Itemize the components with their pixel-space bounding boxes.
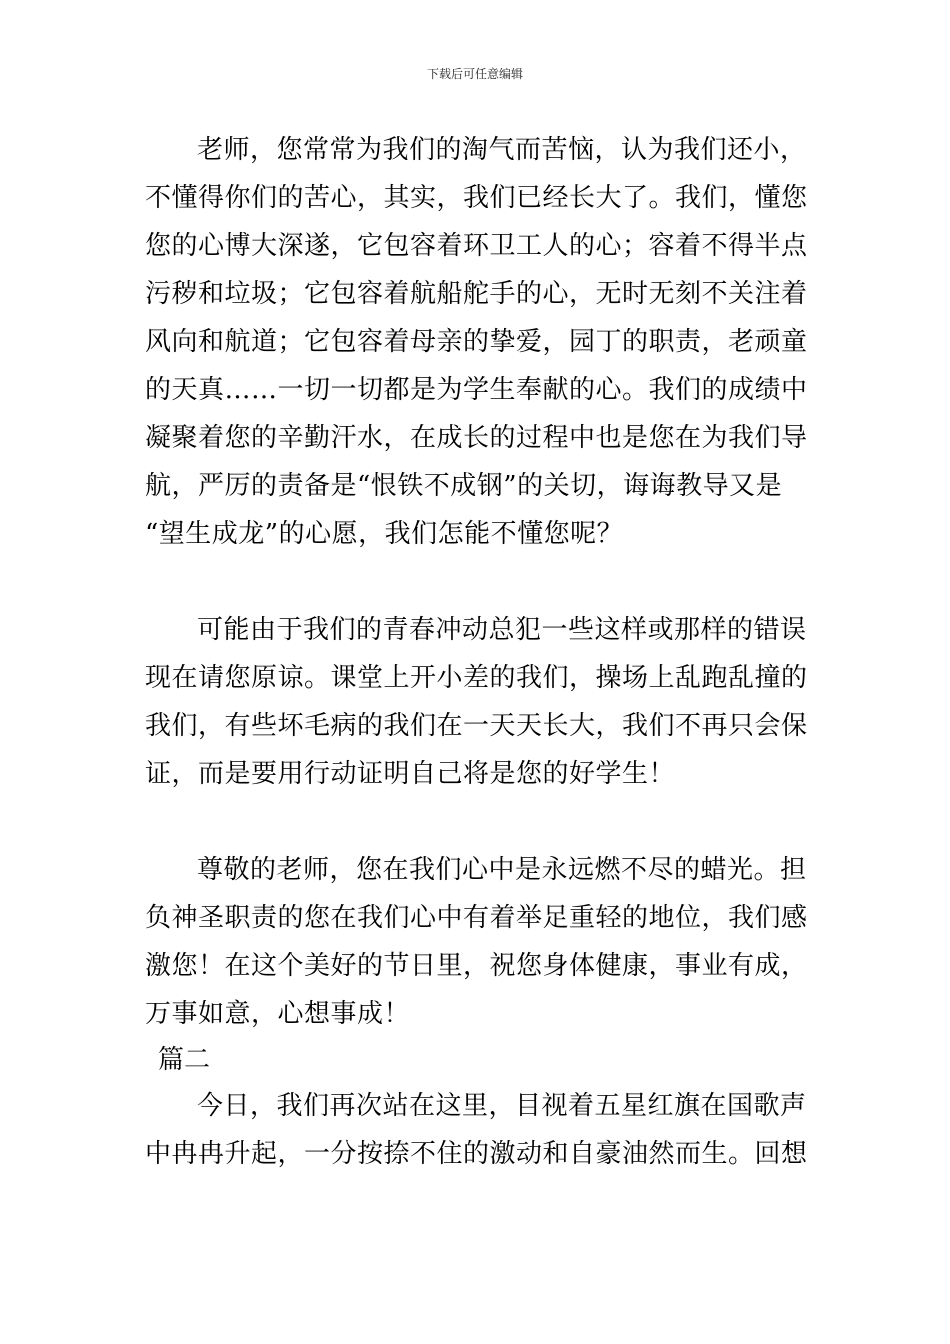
text-line: 的天真……一切一切都是为学生奉献的心。我们的成绩中 xyxy=(145,375,808,405)
text-line: 您的心博大深遂，它包容着环卫工人的心；容着不得半点 xyxy=(145,231,808,261)
text-line: 不懂得你们的苦心，其实，我们已经长大了。我们，懂您 xyxy=(145,183,808,213)
paragraph-1 xyxy=(145,126,815,558)
text-line: 今日，我们再次站在这里，目视着五星红旗在国歌声 xyxy=(197,1091,807,1121)
text-line: 现在请您原谅。课堂上开小差的我们，操场上乱跑乱撞的 xyxy=(145,663,808,693)
document-body xyxy=(145,126,815,1178)
paragraph-3 xyxy=(145,846,815,1038)
text-line: 尊敬的老师，您在我们心中是永远燃不尽的蜡光。担 xyxy=(197,855,807,885)
text-line: 负神圣职责的您在我们心中有着举足重轻的地位，我们感 xyxy=(145,903,808,933)
page-header: 下载后可任意编辑 xyxy=(426,67,523,81)
text-line: 可能由于我们的青春冲动总犯一些这样或那样的错误 xyxy=(197,615,807,645)
text-line: 激您！在这个美好的节日里，祝您身体健康，事业有成， xyxy=(145,951,808,981)
text-line: 凝聚着您的辛勤汗水，在成长的过程中也是您在为我们导 xyxy=(145,423,808,453)
paragraph-gap xyxy=(145,558,815,606)
section-heading: 篇二 xyxy=(158,1045,211,1075)
text-line: 航，严厉的责备是“恨铁不成钢”的关切，诲诲教导又是 xyxy=(145,471,783,501)
text-line: “望生成龙”的心愿，我们怎能不懂您呢？ xyxy=(145,519,624,549)
paragraph-4 xyxy=(145,1082,815,1178)
text-line: 万事如意，心想事成！ xyxy=(145,999,411,1029)
text-line: 我们，有些坏毛病的我们在一天天长大，我们不再只会保 xyxy=(145,711,808,741)
text-line: 老师，您常常为我们的淘气而苦恼，认为我们还小， xyxy=(197,135,807,165)
text-line: 风向和航道；它包容着母亲的挚爱，园丁的职责，老顽童 xyxy=(145,327,808,357)
paragraph-gap xyxy=(145,798,815,846)
paragraph-2 xyxy=(145,606,815,798)
text-line: 证，而是要用行动证明自己将是您的好学生！ xyxy=(145,759,676,789)
text-line: 污秽和垃圾；它包容着航船舵手的心，无时无刻不关注着 xyxy=(145,279,808,309)
text-line: 中冉冉升起，一分按捺不住的激动和自豪油然而生。回想 xyxy=(145,1139,808,1169)
